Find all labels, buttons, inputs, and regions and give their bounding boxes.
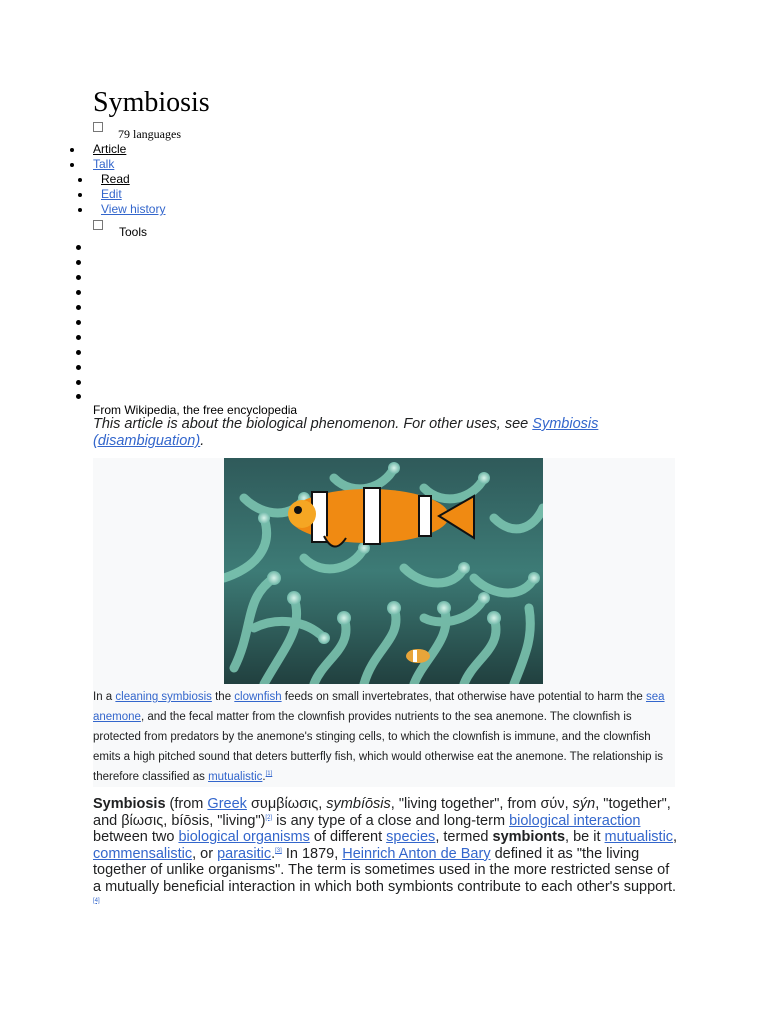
bullet-icon (76, 350, 81, 355)
caption-text: . (262, 771, 266, 783)
clownfish-photo-icon (224, 458, 543, 684)
bullet-icon (76, 275, 81, 280)
hatnote (93, 416, 653, 450)
reference-link[interactable]: [2] (265, 814, 273, 821)
mutualistic-link[interactable]: mutualistic (208, 771, 263, 783)
paragraph-text: of different (309, 829, 387, 846)
bullet-icon (78, 178, 82, 182)
paragraph-text: defined it as "the living together of unlike organisms". The term is sometimes used in the more restricted sense of a mutually beneficial interaction in which both symbionts contribute to each other's support. (93, 845, 677, 895)
bullet-icon (70, 163, 74, 167)
paragraph-text: , or (192, 845, 218, 862)
paragraph-text: (from (165, 796, 208, 812)
tools-checkbox[interactable] (93, 220, 103, 230)
sea-anemone-link[interactable]: sea anemone (93, 691, 665, 723)
bullet-icon (76, 335, 81, 340)
tab-edit-link[interactable]: Edit (101, 187, 122, 201)
paragraph-text: , termed (435, 829, 493, 846)
languages-checkbox[interactable] (93, 122, 103, 132)
bullet-icon (76, 305, 81, 310)
caption-text: , and the fecal matter from the clownfish provides nutrients to the sea anemone. The clownfish is protected from predators by the anemone's stinging cells, to which the clownfish is immune, and the clownfish emits a high pitched sound that deters butterfly fish, which would otherwise eat the anemone. The relationship is therefore classified as (93, 711, 664, 783)
term-bold: Symbiosis (93, 796, 166, 812)
tools-toggle[interactable] (93, 220, 173, 240)
bullet-icon (76, 260, 81, 265)
paragraph-text: συμβίωσις, (246, 796, 327, 812)
italic-text: sýn (572, 796, 596, 812)
site-tagline: From Wikipedia, the free encyclopedia (93, 403, 298, 417)
caption-text: In a (93, 691, 116, 703)
intro-paragraph (93, 796, 678, 912)
bullet-icon (76, 380, 81, 385)
tools-label[interactable]: Tools (119, 225, 148, 239)
hatnote-text: This article is about the biological phenomenon. For other uses, see (93, 416, 533, 432)
bullet-icon (76, 320, 81, 325)
tab-article-link[interactable]: Article (93, 142, 127, 156)
paragraph-text: , be it (565, 829, 605, 846)
tools-menu-list (76, 241, 86, 401)
page-title: Symbiosis (93, 87, 210, 118)
commensalistic-link[interactable]: commensalistic (93, 845, 193, 862)
disambiguation-link[interactable]: Symbiosis (disambiguation) (93, 416, 599, 449)
reference-link[interactable]: [4] (93, 897, 100, 904)
bullet-icon (78, 208, 82, 212)
cleaning-symbiosis-link[interactable]: cleaning symbiosis (115, 691, 212, 703)
bullet-icon (76, 245, 81, 250)
bullet-icon (76, 290, 81, 295)
hatnote-suffix: . (200, 433, 205, 449)
tab-view-history-link[interactable]: View history (101, 202, 166, 216)
italic-text: symbíōsis (326, 796, 391, 812)
caption-text: the (211, 691, 235, 703)
term-bold: symbionts (492, 829, 566, 846)
species-link[interactable]: species (386, 829, 436, 846)
lead-figure (93, 458, 675, 787)
parasitic-link[interactable]: parasitic (217, 845, 272, 862)
reference-link[interactable]: [3] (275, 847, 282, 854)
clownfish-link[interactable]: clownfish (234, 691, 282, 703)
clownfish-image[interactable] (224, 458, 543, 684)
mutualistic-link[interactable]: mutualistic (604, 829, 674, 846)
figure-caption (93, 687, 668, 787)
reference-link[interactable]: [1] (265, 771, 273, 778)
paragraph-text: , "together", and βίωσις, bíōsis, "living") (93, 796, 671, 829)
languages-label[interactable]: 79 languages (118, 127, 181, 141)
heinrich-anton-de-bary-link[interactable]: Heinrich Anton de Bary (342, 845, 491, 862)
tab-read-link[interactable]: Read (101, 172, 130, 186)
paragraph-text: between two (93, 829, 179, 846)
bullet-icon (70, 148, 74, 152)
biological-interaction-link[interactable]: biological interaction (509, 812, 641, 829)
bullet-icon (78, 193, 82, 197)
languages-toggle[interactable] (93, 121, 213, 143)
caption-text: feeds on small invertebrates, that otherwise have potential to harm the (281, 691, 646, 703)
bullet-icon (76, 365, 81, 370)
tab-talk-link[interactable]: Talk (93, 157, 115, 171)
paragraph-text: is any type of a close and long-term (272, 812, 510, 829)
paragraph-text: In 1879, (281, 845, 343, 862)
bullet-icon (76, 394, 81, 399)
greek-link[interactable]: Greek (207, 796, 247, 812)
paragraph-text: , "living together", from σύν, (390, 796, 573, 812)
paragraph-text: . (271, 845, 276, 862)
biological-organisms-link[interactable]: biological organisms (178, 829, 310, 846)
paragraph-text: , (673, 829, 678, 846)
